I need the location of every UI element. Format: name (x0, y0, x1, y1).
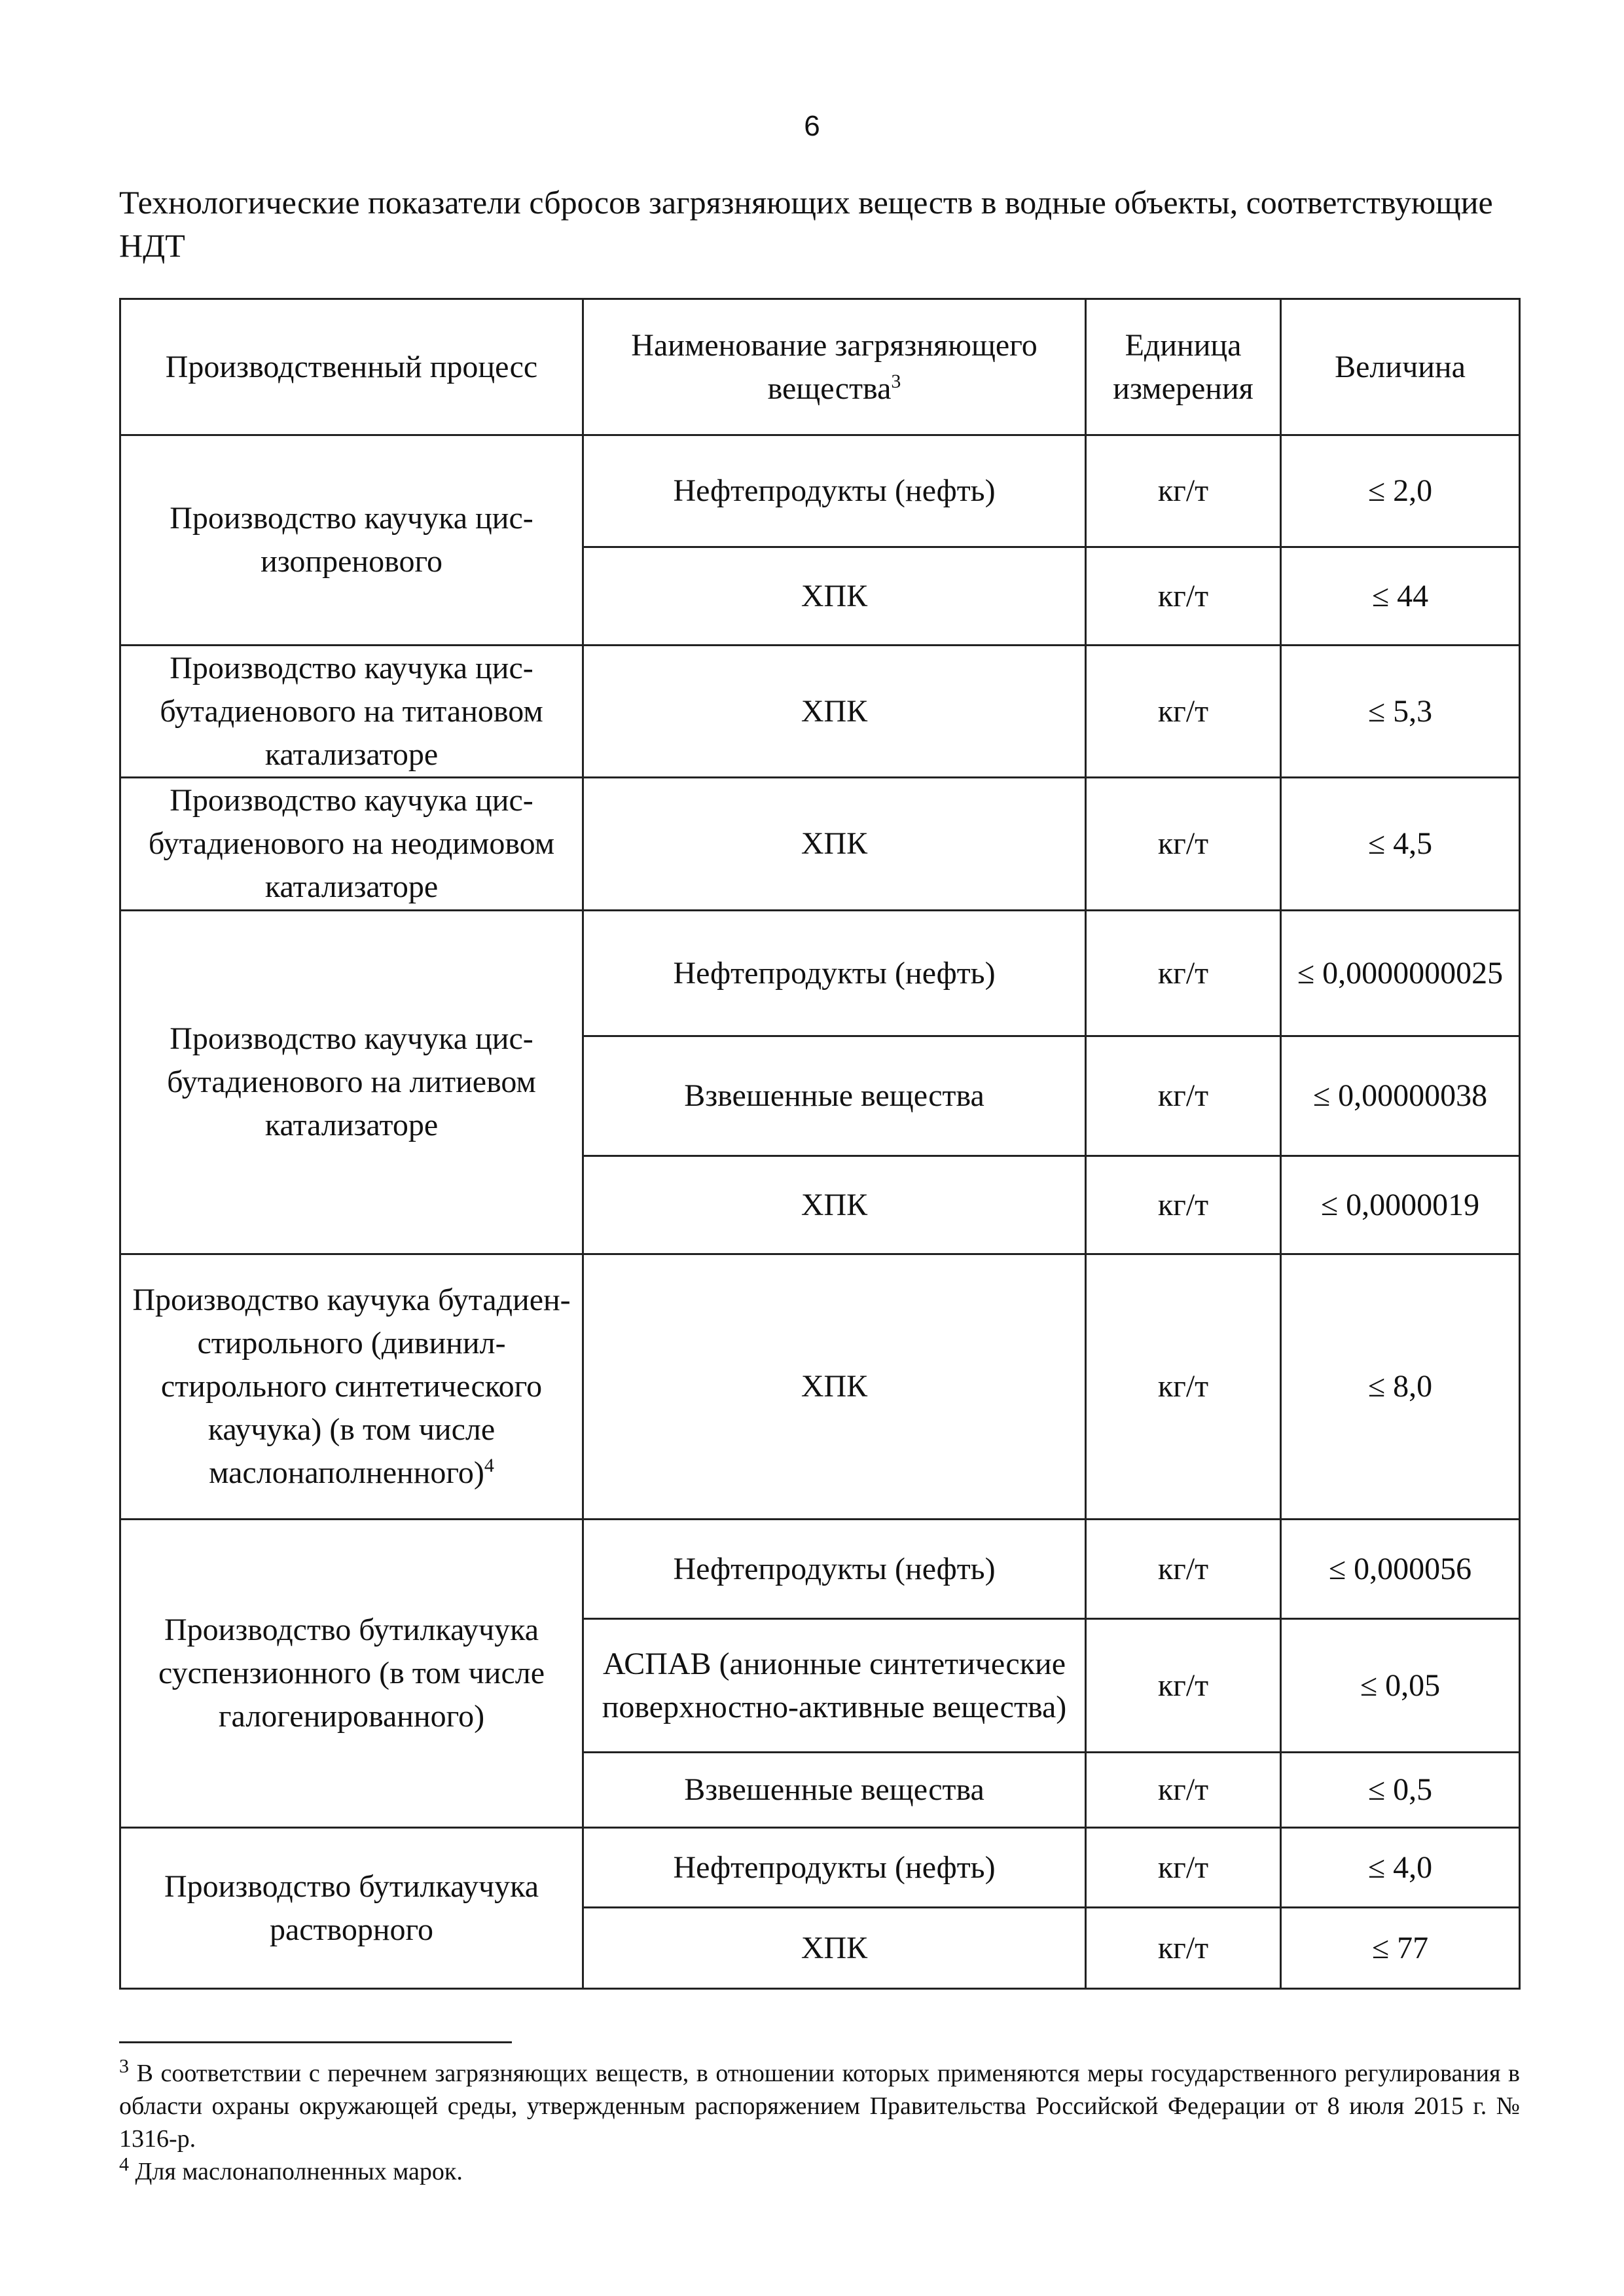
header-value: Величина (1281, 299, 1520, 435)
substance-cell: ХПК (583, 778, 1086, 911)
unit-cell: кг/т (1086, 1254, 1281, 1520)
value-cell: ≤ 0,05 (1281, 1619, 1520, 1753)
value-cell: ≤ 77 (1281, 1908, 1520, 1989)
substance-cell: Нефтепродукты (нефть) (583, 911, 1086, 1036)
process-cell: Производство бутилкаучука растворного (120, 1828, 583, 1989)
footnote-ref-4: 4 (484, 1455, 494, 1476)
header-process: Производственный процесс (120, 299, 583, 435)
process-cell: Производство каучука бутадиен-стирольного (дивинил-стирольного синтетического каучука) (в том числе маслонаполненного)$^4$ (120, 1254, 583, 1520)
substance-cell: Взвешенные вещества (583, 1036, 1086, 1156)
substance-cell: Нефтепродукты (нефть) (583, 435, 1086, 547)
value-cell: ≤ 8,0 (1281, 1254, 1520, 1520)
value-cell: ≤ 0,00000038 (1281, 1036, 1520, 1156)
unit-cell: кг/т (1086, 1828, 1281, 1908)
process-cell: Производство каучука цис-изопренового (120, 435, 583, 646)
value-cell: ≤ 4,0 (1281, 1828, 1520, 1908)
value-cell: ≤ 0,5 (1281, 1753, 1520, 1828)
unit-cell: кг/т (1086, 1520, 1281, 1619)
footnote-4: $^4$ Для маслонаполненных марок. (119, 2153, 463, 2185)
footnote-separator (119, 2041, 512, 2043)
substance-cell: Нефтепродукты (нефть) (583, 1828, 1086, 1908)
process-cell: Производство бутилкаучука суспензионного (в том числе галогенированного) (120, 1520, 583, 1828)
header-substance: Наименование загрязняющего вещества$^3$ (583, 299, 1086, 435)
unit-cell: кг/т (1086, 1036, 1281, 1156)
unit-cell: кг/т (1086, 1156, 1281, 1254)
unit-cell: кг/т (1086, 547, 1281, 646)
substance-cell: ХПК (583, 1254, 1086, 1520)
ndt-table (119, 298, 1521, 1990)
value-cell: ≤ 5,3 (1281, 646, 1520, 778)
value-cell: ≤ 44 (1281, 547, 1520, 646)
substance-cell: ХПК (583, 547, 1086, 646)
unit-cell: кг/т (1086, 646, 1281, 778)
unit-cell: кг/т (1086, 911, 1281, 1036)
footnote-ref-3: 3 (891, 370, 901, 392)
value-cell: ≤ 4,5 (1281, 778, 1520, 911)
footnote-3: $^3$ В соответствии с перечнем загрязняющих веществ, в отношении которых применяются меры государственного регулирования в области охраны окружающей среды, утвержденным распоряжением Правительства Российской Федерации от 8 июля 2015 г. № 1316-р. (119, 2055, 1520, 2153)
unit-cell: кг/т (1086, 1619, 1281, 1753)
unit-cell: кг/т (1086, 778, 1281, 911)
page-number: 6 (804, 110, 820, 142)
process-cell: Производство каучука цис-бутадиенового на литиевом катализаторе (120, 911, 583, 1254)
substance-cell: Нефтепродукты (нефть) (583, 1520, 1086, 1619)
footnotes (119, 2057, 1520, 2188)
value-cell: ≤ 0,0000019 (1281, 1156, 1520, 1254)
page-title: Технологические показатели сбросов загрязняющих веществ в водные объекты, соответствующие НДТ (119, 184, 1493, 264)
process-cell: Производство каучука цис-бутадиенового на неодимовом катализаторе (120, 778, 583, 911)
substance-cell: АСПАВ (анионные синтетические поверхностно-активные вещества) (583, 1619, 1086, 1753)
unit-cell: кг/т (1086, 435, 1281, 547)
substance-cell: ХПК (583, 646, 1086, 778)
substance-cell: Взвешенные вещества (583, 1753, 1086, 1828)
unit-cell: кг/т (1086, 1753, 1281, 1828)
unit-cell: кг/т (1086, 1908, 1281, 1989)
substance-cell: ХПК (583, 1908, 1086, 1989)
value-cell: ≤ 2,0 (1281, 435, 1520, 547)
value-cell: ≤ 0,000056 (1281, 1520, 1520, 1619)
header-unit: Единица измерения (1086, 299, 1281, 435)
value-cell: ≤ 0,0000000025 (1281, 911, 1520, 1036)
substance-cell: ХПК (583, 1156, 1086, 1254)
process-cell: Производство каучука цис-бутадиенового на титановом катализаторе (120, 646, 583, 778)
